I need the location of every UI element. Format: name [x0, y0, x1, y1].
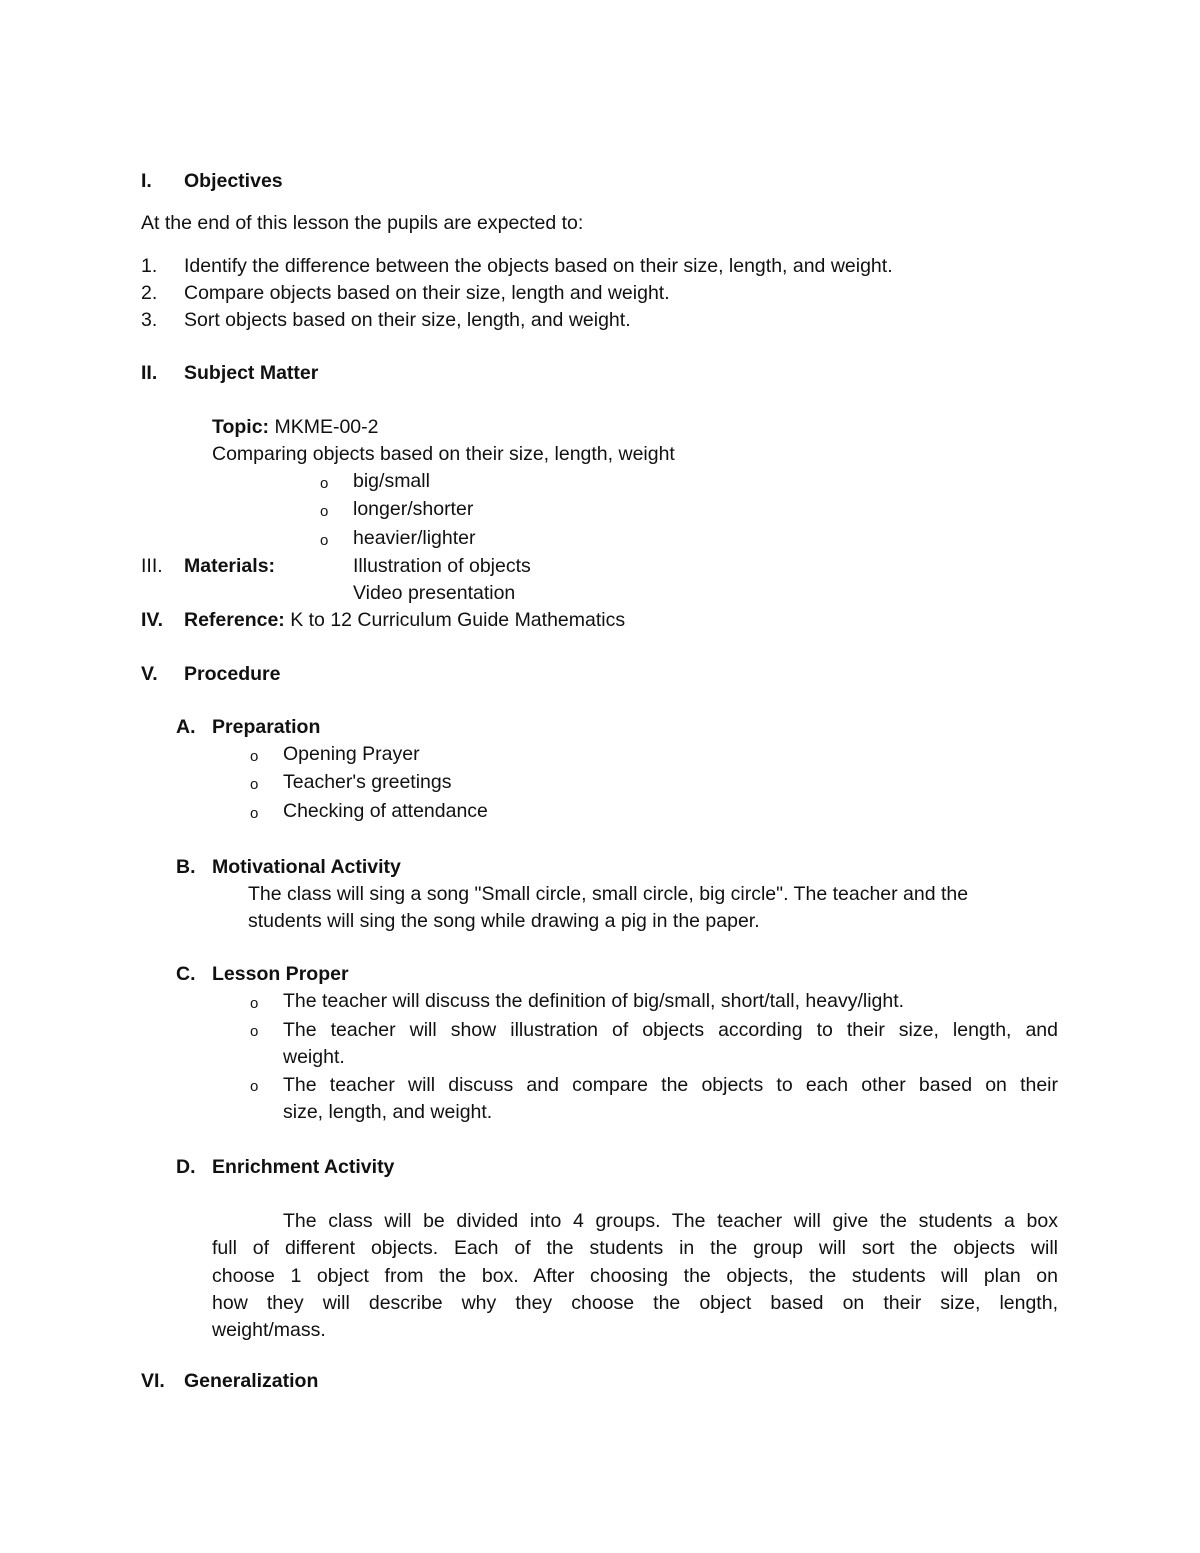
- bullet-icon: o: [250, 995, 259, 1012]
- subsection-heading-motivational: Motivational Activity: [212, 856, 401, 878]
- objective-item: Compare objects based on their size, length and weight.: [184, 282, 670, 304]
- lesson-proper-line: The teacher will show illustration of objects according to their size, length, and: [283, 1019, 1058, 1041]
- objective-number: 2.: [141, 282, 158, 304]
- subsection-letter-preparation: A.: [176, 716, 196, 738]
- subject-bullet-item: big/small: [353, 470, 430, 492]
- subsection-heading-enrichment: Enrichment Activity: [212, 1156, 395, 1178]
- section-numeral-generalization: VI.: [141, 1370, 165, 1392]
- enrichment-line: weight/mass.: [212, 1319, 326, 1342]
- bullet-icon: o: [250, 776, 259, 793]
- section-numeral-procedure: V.: [141, 663, 158, 685]
- bullet-icon: o: [250, 805, 259, 822]
- enrichment-line: how they will describe why they choose the object based on their size, length,: [212, 1291, 1058, 1314]
- preparation-item: Checking of attendance: [283, 800, 488, 822]
- motivational-text-line: The class will sing a song "Small circle, small circle, big circle". The teacher and the: [248, 883, 969, 905]
- subsection-letter-motivational: B.: [176, 856, 196, 878]
- enrichment-line: The class will be divided into 4 groups. The teacher will give the students a box: [283, 1210, 1058, 1232]
- lesson-proper-item: The teacher will discuss the definition of big/small, short/tall, heavy/light.: [283, 990, 905, 1012]
- objective-number: 3.: [141, 309, 158, 331]
- reference-value: K to 12 Curriculum Guide Mathematics: [290, 609, 626, 631]
- objective-number: 1.: [141, 255, 158, 277]
- preparation-item: Teacher's greetings: [283, 771, 452, 793]
- section-heading-generalization: Generalization: [184, 1370, 319, 1392]
- lesson-proper-line: The teacher will discuss and compare the objects to each other based on their: [283, 1074, 1058, 1096]
- lesson-proper-line: size, length, and weight.: [283, 1101, 493, 1124]
- topic-value: MKME-00-2: [274, 416, 379, 438]
- enrichment-line: full of different objects. Each of the students in the group will sort the objects will: [212, 1237, 1058, 1260]
- subject-bullet-item: longer/shorter: [353, 498, 474, 520]
- preparation-item: Opening Prayer: [283, 743, 420, 765]
- motivational-text-line: students will sing the song while drawing a pig in the paper.: [248, 910, 760, 932]
- subsection-heading-lesson-proper: Lesson Proper: [212, 963, 349, 985]
- section-numeral-reference: IV.: [141, 609, 164, 631]
- materials-label: Materials:: [184, 555, 276, 577]
- bullet-icon: o: [320, 503, 329, 520]
- enrichment-paragraph: [212, 1208, 1058, 1344]
- subsection-letter-lesson-proper: C.: [176, 963, 196, 985]
- lesson-proper-item: [283, 1017, 1058, 1072]
- section-numeral-subject-matter: II.: [141, 362, 158, 384]
- materials-item: Illustration of objects: [353, 555, 531, 577]
- reference-line: [184, 608, 625, 632]
- section-heading-procedure: Procedure: [184, 663, 281, 685]
- section-heading-objectives: Objectives: [184, 170, 283, 192]
- reference-label: Reference:: [184, 609, 285, 631]
- section-heading-subject-matter: Subject Matter: [184, 362, 319, 384]
- subject-bullet-item: heavier/lighter: [353, 527, 476, 549]
- bullet-icon: o: [250, 1023, 259, 1040]
- objective-item: Identify the difference between the objects based on their size, length, and weight.: [184, 255, 893, 277]
- objectives-intro: At the end of this lesson the pupils are expected to:: [141, 212, 584, 234]
- subsection-letter-enrichment: D.: [176, 1156, 196, 1178]
- bullet-icon: o: [320, 532, 329, 549]
- topic-line: [212, 415, 379, 439]
- lesson-proper-item: [283, 1072, 1058, 1127]
- bullet-icon: o: [250, 748, 259, 765]
- bullet-icon: o: [320, 475, 329, 492]
- enrichment-line: choose 1 object from the box. After choosing the objects, the students will plan on: [212, 1264, 1058, 1287]
- topic-description: Comparing objects based on their size, length, weight: [212, 443, 675, 465]
- section-numeral-objectives: I.: [141, 170, 152, 192]
- topic-label: Topic:: [212, 416, 270, 438]
- materials-item: Video presentation: [353, 582, 516, 604]
- lesson-proper-line: weight.: [283, 1046, 345, 1069]
- bullet-icon: o: [250, 1078, 259, 1095]
- subsection-heading-preparation: Preparation: [212, 716, 321, 738]
- objective-item: Sort objects based on their size, length, and weight.: [184, 309, 631, 331]
- section-numeral-materials: III.: [141, 555, 163, 577]
